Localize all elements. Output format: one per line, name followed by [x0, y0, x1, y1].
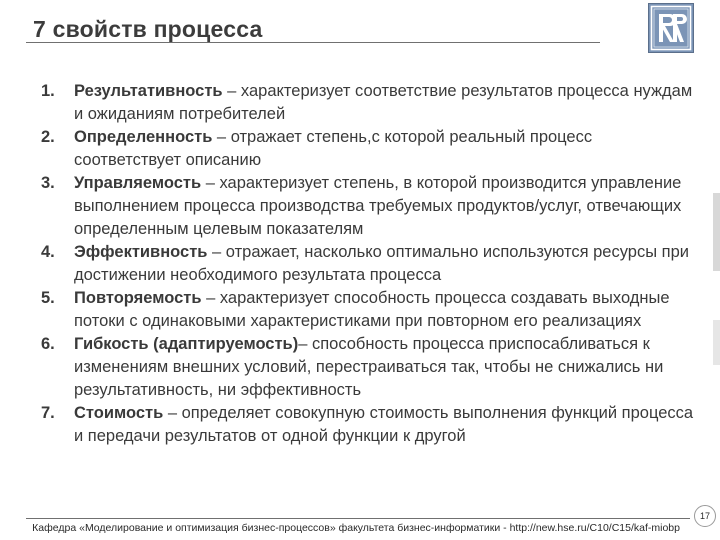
item-term: Повторяемость	[74, 289, 202, 307]
item-number: 5.	[41, 289, 55, 307]
slide-title: 7 свойств процесса	[33, 16, 263, 42]
list-item	[34, 333, 694, 402]
item-description: – способность процесса приспосабливаться к изменениям внешних условий, перестраиваться так, чтобы не снижались ни результативность, ни эффективность	[74, 335, 664, 399]
footer-text: Кафедра «Моделирование и оптимизация бизнес-процессов» факультета бизнес-информатики - http://new.hse.ru/C10/C15/kaf-miobp	[32, 522, 680, 534]
item-term: Стоимость	[74, 404, 164, 422]
side-decoration-bar	[713, 320, 720, 365]
item-number: 6.	[41, 335, 55, 353]
properties-list	[34, 80, 694, 448]
item-term: Результативность	[74, 82, 223, 100]
list-item	[34, 241, 694, 287]
item-term: Эффективность	[74, 243, 208, 261]
page-number: 17	[694, 505, 716, 527]
list-item	[34, 172, 694, 241]
item-number: 7.	[41, 404, 55, 422]
item-term: Управляемость	[74, 174, 202, 192]
list-item	[34, 402, 694, 448]
item-description: – определяет совокупную стоимость выполнения функций процесса и передачи результатов от одной функции к другой	[74, 404, 694, 445]
side-decoration-bar	[713, 193, 720, 271]
item-description: – характеризует степень, в которой производится управление выполнением процесса производства требуемых продуктов/услуг, отвечающих определенным целевым показателям	[74, 174, 682, 238]
list-item	[34, 80, 694, 126]
item-number: 2.	[41, 128, 55, 146]
item-description: – характеризует соответствие результатов процесса нуждам и ожиданиям потребителей	[74, 82, 693, 123]
item-description: – характеризует способность процесса создавать выходные потоки с одинаковыми характеристиками при повторном его реализациях	[74, 289, 670, 330]
hse-logo-icon	[648, 3, 694, 53]
item-term: Гибкость (адаптируемость)	[74, 335, 299, 353]
list-item	[34, 287, 694, 333]
item-number: 4.	[41, 243, 55, 261]
item-number: 3.	[41, 174, 55, 192]
item-term: Определенность	[74, 128, 213, 146]
item-description: – отражает, насколько оптимально используются ресурсы при достижении необходимого результата процесса	[74, 243, 689, 284]
item-description: – отражает степень,с которой реальный процесс соответствует описанию	[74, 128, 593, 169]
footer-divider	[26, 518, 690, 519]
item-number: 1.	[41, 82, 55, 100]
list-item	[34, 126, 694, 172]
title-divider	[26, 42, 600, 43]
